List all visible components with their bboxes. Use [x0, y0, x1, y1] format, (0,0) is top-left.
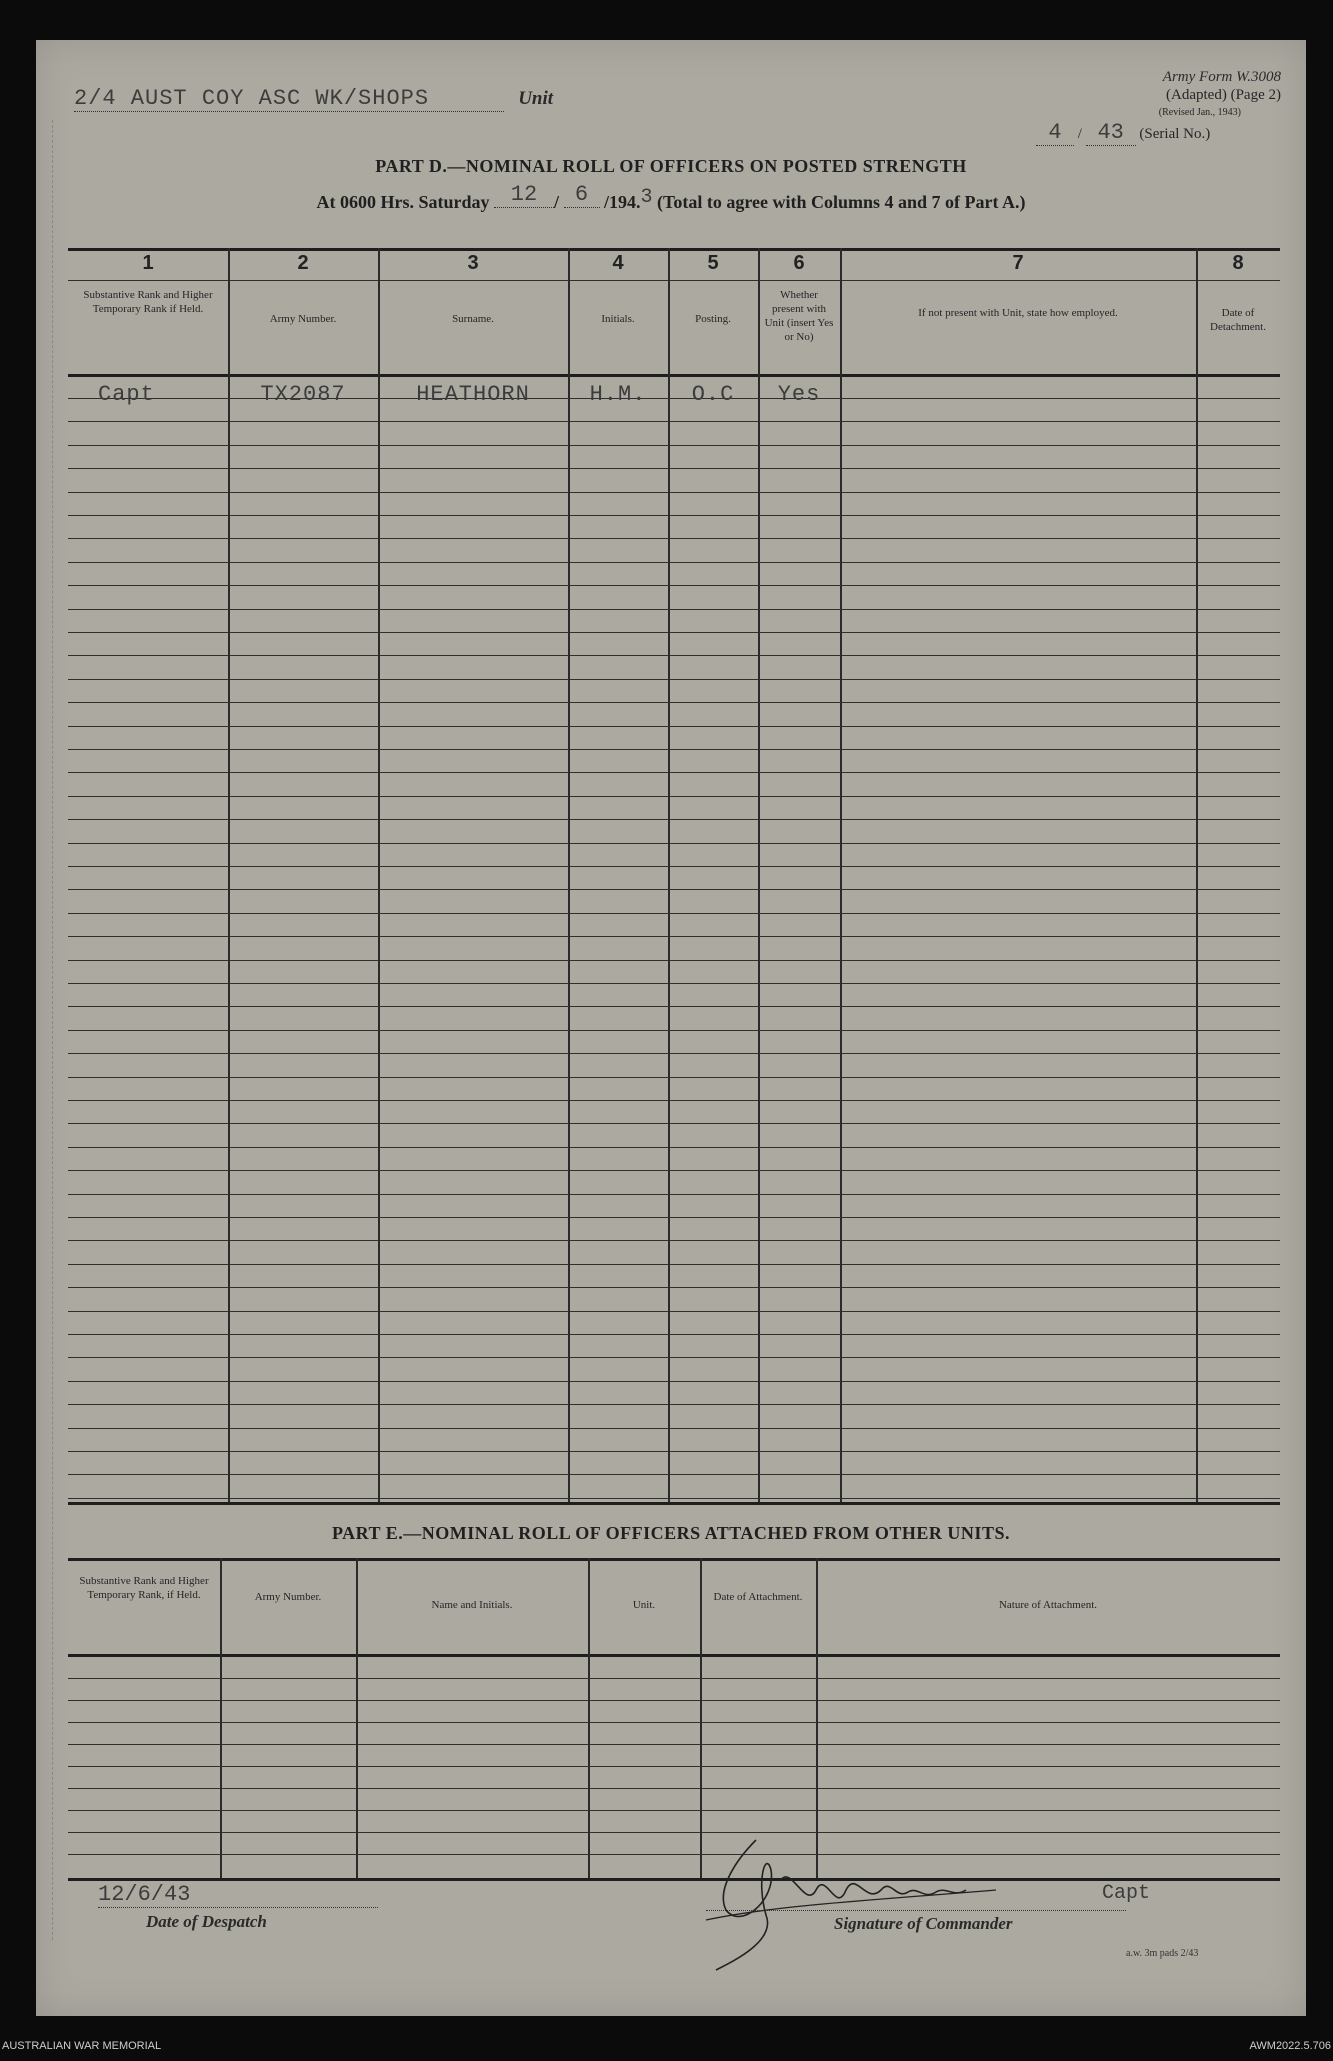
column-number: 2: [297, 252, 309, 274]
table-row-rule: [68, 1030, 1280, 1031]
table-row-rule: [68, 585, 1280, 586]
table-row-rule: [68, 1264, 1280, 1265]
column-number: 7: [1012, 252, 1024, 274]
date-year-digit: 3: [640, 186, 653, 209]
entry-initials: H.M.: [589, 382, 647, 407]
column-header: Substantive Rank and Higher Temporary Rank if Held.: [83, 289, 213, 315]
column-divider: [1196, 248, 1198, 1502]
entry-rank: Capt: [98, 382, 155, 407]
table-row-rule: [68, 936, 1280, 937]
table-row-rule: [68, 866, 1280, 867]
column-header: Posting.: [695, 313, 731, 325]
table-row-rule: [68, 749, 1280, 750]
part-e-title: PART E.—NOMINAL ROLL OF OFFICERS ATTACHED FROM OTHER UNITS.: [332, 1523, 1010, 1543]
despatch-date: 12/6/43: [98, 1882, 378, 1908]
table-row-rule: [68, 632, 1280, 633]
signature-rank: Capt: [1102, 1882, 1151, 1905]
table-row-rule: [68, 1498, 1280, 1499]
form-number: Army Form W.3008: [1162, 69, 1281, 85]
entry-surname: HEATHORN: [416, 382, 530, 407]
entry-army-number: TX2087: [260, 382, 346, 407]
table-row-rule: [68, 1334, 1280, 1335]
table-row-rule: [68, 492, 1280, 493]
column-divider: [356, 1558, 358, 1878]
table-row-rule: [68, 843, 1280, 844]
column-number: 4: [612, 252, 624, 274]
column-header: Initials.: [601, 313, 635, 325]
date-prefix: At 0600 Hrs. Saturday: [316, 192, 490, 212]
column-divider: [568, 248, 570, 1502]
table-row-rule: [68, 702, 1280, 703]
column-header: Army Number.: [269, 313, 337, 325]
part-d-date-line: At 0600 Hrs. Saturday 12 / 6 /194.3 (Total to agree with Columns 4 and 7 of Part A.): [316, 182, 1026, 212]
column-divider: [840, 248, 842, 1502]
column-header: Name and Initials.: [431, 1599, 513, 1611]
table-row-rule: [68, 609, 1280, 610]
column-header: Substantive Rank and Higher Temporary Rank, if Held.: [79, 1575, 209, 1601]
table-row-rule: [68, 1810, 1280, 1811]
column-header: Nature of Attachment.: [998, 1599, 1098, 1611]
date-year-prefix: /194.: [604, 192, 641, 212]
serial-number: [1036, 120, 1276, 146]
column-header: Army Number.: [254, 1591, 322, 1603]
column-number: 6: [793, 252, 805, 274]
print-code: a.w. 3m pads 2/43: [1126, 1948, 1199, 1959]
table-row-rule: [68, 1006, 1280, 1007]
serial-year: 43: [1086, 120, 1136, 146]
unit-label: Unit: [518, 88, 554, 109]
table-row-rule: [68, 1194, 1280, 1195]
table-row-rule: [68, 1053, 1280, 1054]
table-row-rule: [68, 960, 1280, 961]
form-reference: [1036, 68, 1281, 122]
part-e-table: [68, 1558, 1280, 1880]
table-row-rule: [68, 1147, 1280, 1148]
table-row-rule: [68, 445, 1280, 446]
table-row-rule: [68, 1766, 1280, 1767]
table-row-rule: [68, 726, 1280, 727]
column-number: 8: [1232, 252, 1244, 274]
entry-present: Yes: [777, 382, 821, 407]
column-number: 5: [707, 252, 719, 274]
table-row-rule: [68, 1217, 1280, 1218]
table-row-rule: [68, 1287, 1280, 1288]
serial-num: 4: [1036, 120, 1074, 146]
table-row-rule: [68, 562, 1280, 563]
table-row-rule: [68, 1474, 1280, 1475]
table-row-rule: [68, 538, 1280, 539]
form-adapted: (Adapted) (Page 2): [1166, 87, 1281, 103]
serial-sep: /: [1077, 126, 1082, 142]
column-divider: [228, 248, 230, 1502]
commander-signature: [696, 1820, 1026, 1980]
form-sheet: [36, 40, 1306, 2016]
archive-credit: AUSTRALIAN WAR MEMORIAL: [2, 2040, 162, 2052]
column-header: Unit.: [632, 1599, 656, 1611]
table-row-rule: [68, 515, 1280, 516]
table-row-rule: [68, 1077, 1280, 1078]
part-d-title: PART D.—NOMINAL ROLL OF OFFICERS ON POSTED STRENGTH: [375, 156, 967, 176]
table-row-rule: [68, 1381, 1280, 1382]
table-row-rule: [68, 1678, 1280, 1679]
unit-field: [74, 86, 574, 112]
serial-label: (Serial No.): [1139, 126, 1211, 142]
table-row-rule: [68, 1722, 1280, 1723]
table-row-rule: [68, 1357, 1280, 1358]
column-number: 1: [142, 252, 154, 274]
table-row-rule: [68, 913, 1280, 914]
column-header: Date of Detachment.: [1210, 307, 1266, 333]
table-row-rule: [68, 468, 1280, 469]
column-divider: [220, 1558, 222, 1878]
table-row-rule: [68, 1428, 1280, 1429]
table-row-rule: [68, 1100, 1280, 1101]
unit-value: 2/4 AUST COY ASC WK/SHOPS: [74, 86, 504, 112]
table-row-rule: [68, 1744, 1280, 1745]
table-row-rule: [68, 1451, 1280, 1452]
column-header: Date of Attachment.: [713, 1591, 803, 1603]
table-row-rule: [68, 819, 1280, 820]
part-d-table: [68, 248, 1280, 1504]
table-row-rule: [68, 772, 1280, 773]
column-header: If not present with Unit, state how employed.: [918, 307, 1118, 319]
table-row-rule: [68, 1788, 1280, 1789]
date-day: 12: [494, 182, 554, 208]
date-suffix: (Total to agree with Columns 4 and 7 of Part A.): [657, 192, 1026, 212]
signature-label: Signature of Commander: [834, 1914, 1013, 1933]
column-divider: [668, 248, 670, 1502]
column-divider: [588, 1558, 590, 1878]
table-row-rule: [68, 1832, 1280, 1833]
column-divider: [378, 248, 380, 1502]
despatch-label: Date of Despatch: [146, 1912, 267, 1931]
table-row-rule: [68, 1123, 1280, 1124]
perforation-line: [52, 120, 53, 1940]
table-row-rule: [68, 889, 1280, 890]
table-row-rule: [68, 655, 1280, 656]
archive-reference: AWM2022.5.706: [1249, 2040, 1331, 2052]
table-row-rule: [68, 1240, 1280, 1241]
form-revised: (Revised Jan., 1943): [1158, 107, 1241, 118]
table-row-rule: [68, 679, 1280, 680]
date-month: 6: [564, 182, 600, 208]
table-row-rule: [68, 983, 1280, 984]
table-row-rule: [68, 421, 1280, 422]
table-row-rule: [68, 796, 1280, 797]
table-row-rule: [68, 1170, 1280, 1171]
table-row-rule: [68, 1311, 1280, 1312]
table-row-rule: [68, 1700, 1280, 1701]
entry-posting: O.C: [691, 382, 735, 407]
table-row-rule: [68, 1404, 1280, 1405]
table-row-rule: [68, 1854, 1280, 1855]
column-header: Surname.: [452, 313, 494, 325]
column-header: Whether present with Unit (insert Yes or No): [764, 289, 834, 343]
column-divider: [758, 248, 760, 1502]
column-number: 3: [467, 252, 479, 274]
